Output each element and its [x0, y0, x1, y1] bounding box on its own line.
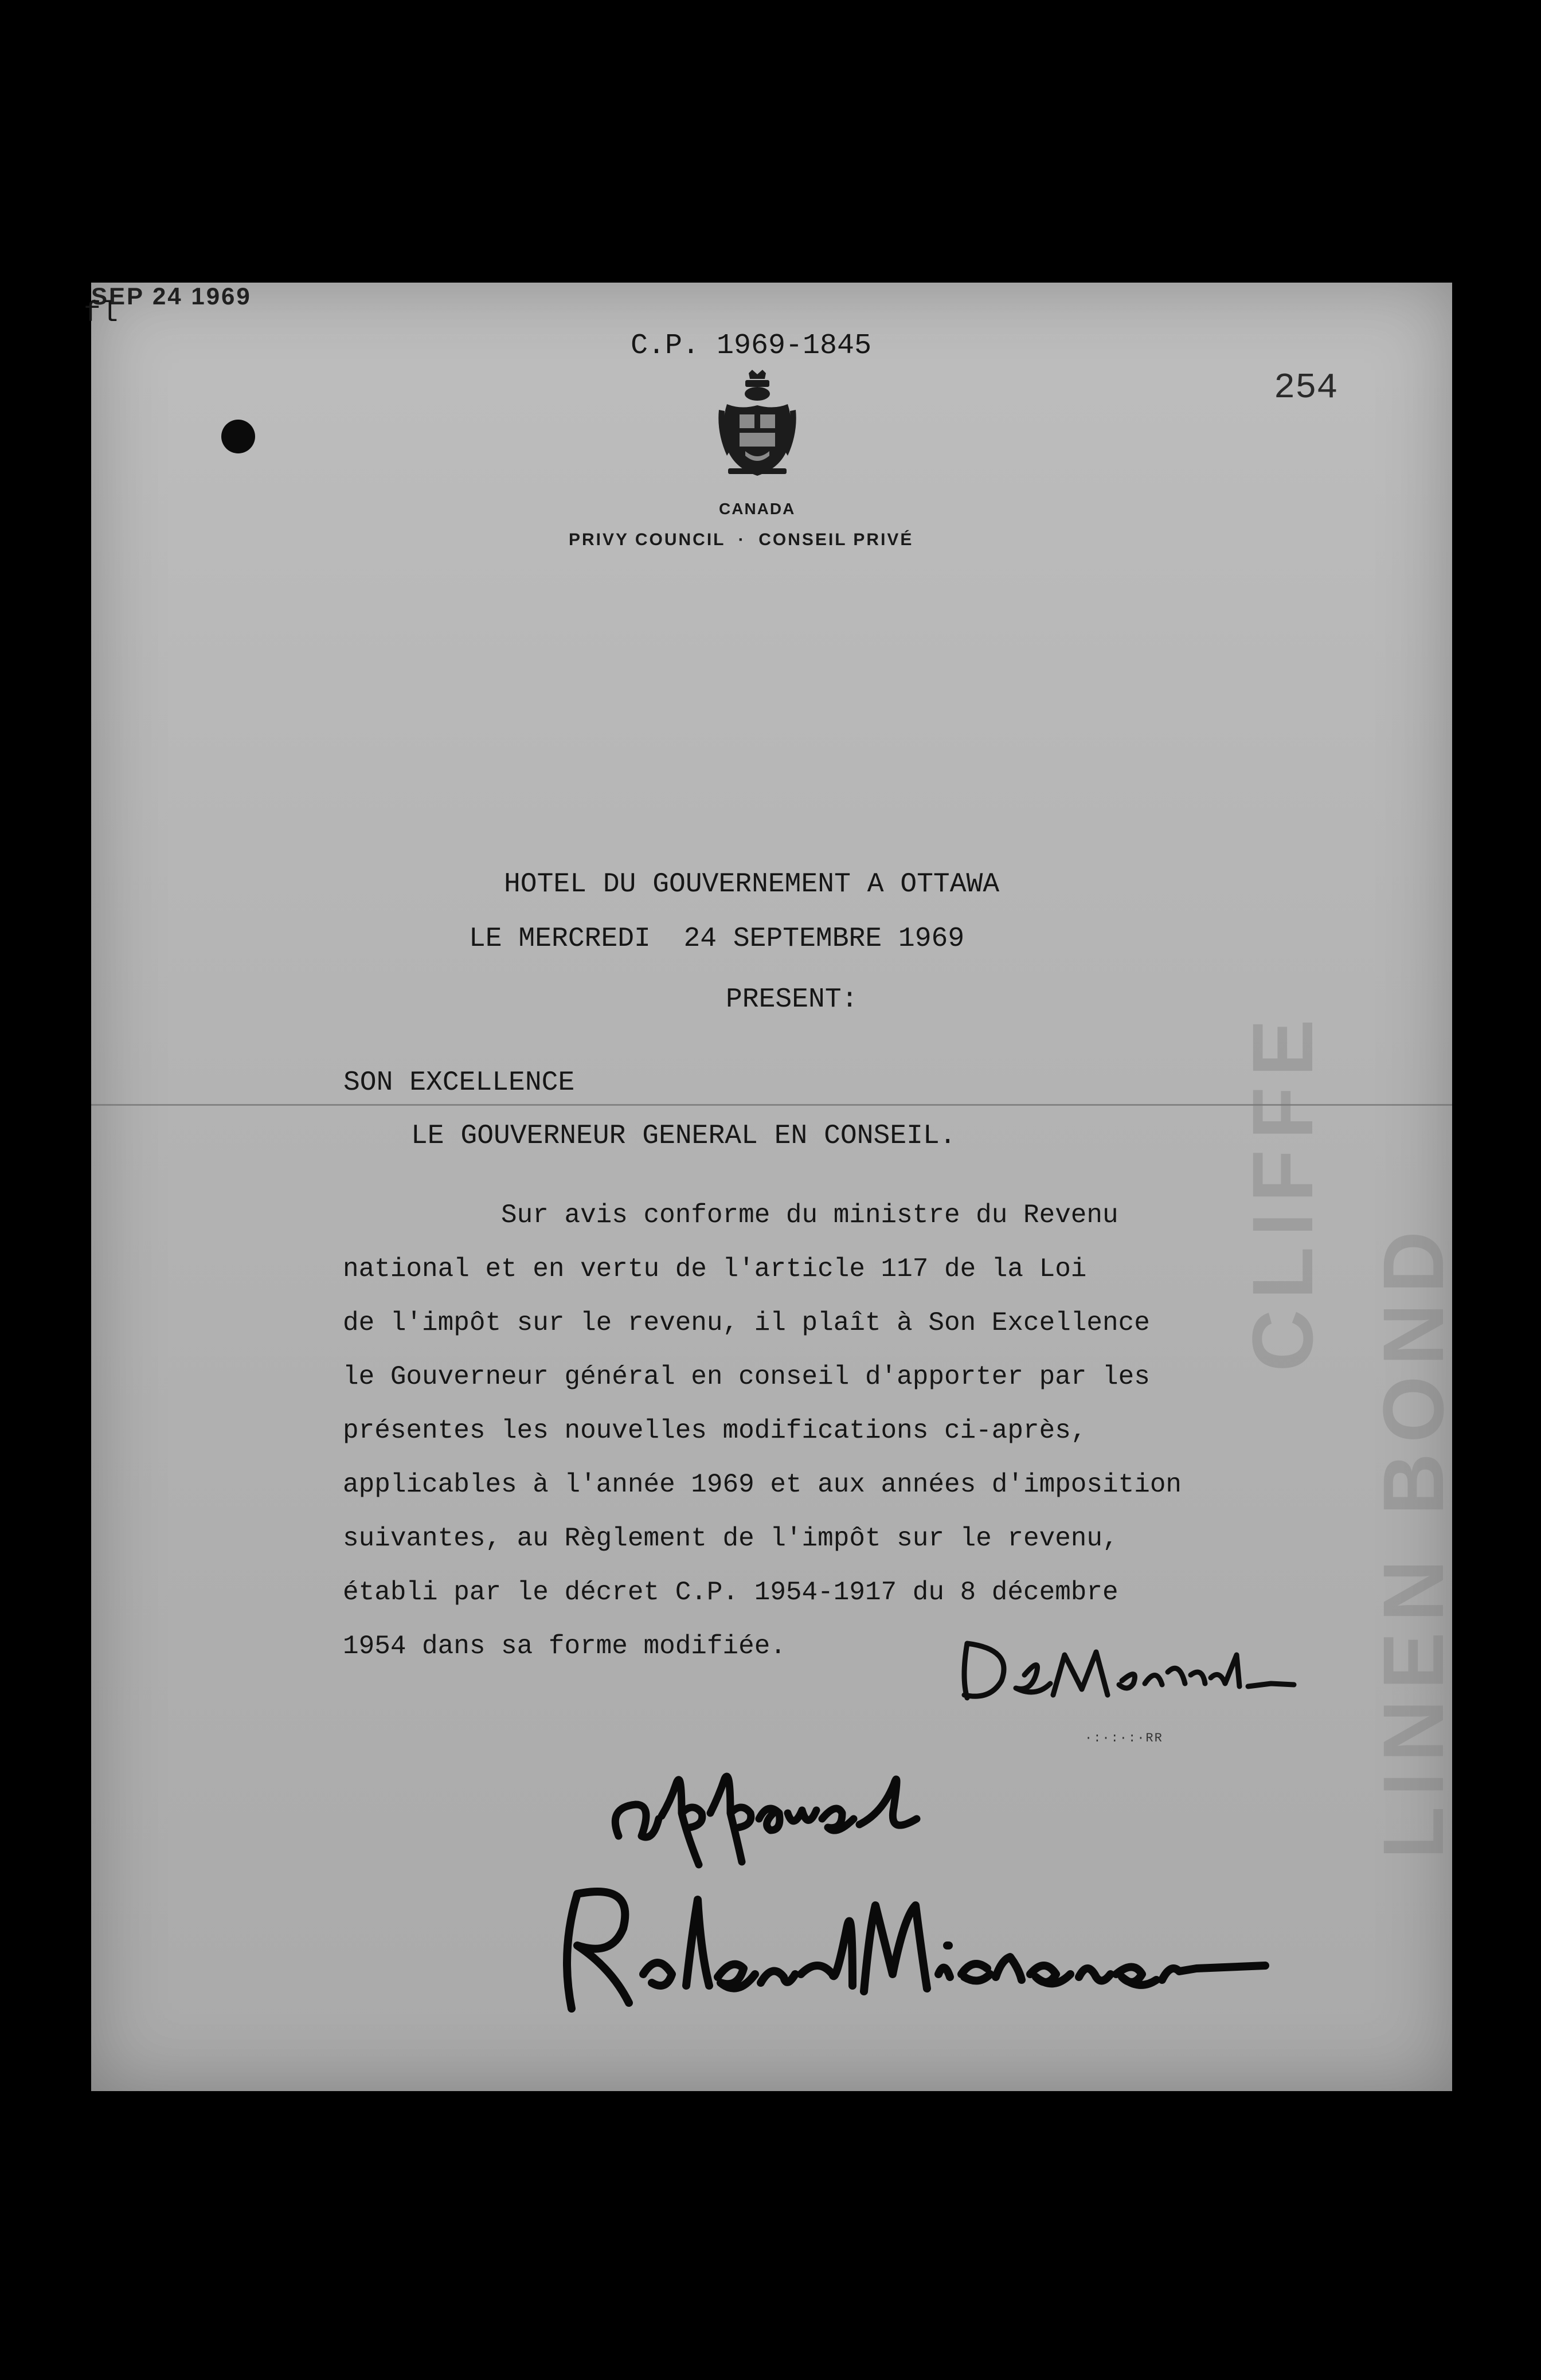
- heading-date: LE MERCREDI 24 SEPTEMBRE 1969: [469, 923, 965, 954]
- order-number: C.P. 1969-1845: [631, 330, 872, 362]
- body-line: le Gouverneur général en conseil d'apporter par les: [343, 1362, 1150, 1392]
- corner-mark: fl: [84, 298, 119, 330]
- address-excellency: SON EXCELLENCE: [343, 1067, 575, 1098]
- heading-place: HOTEL DU GOUVERNEMENT A OTTAWA: [504, 869, 1000, 900]
- receipt-stamp: ·:·:·:·RR: [1085, 1731, 1163, 1745]
- watermark-linen-bond: LINEN BOND: [1365, 1220, 1461, 1859]
- approved-signature: [596, 1750, 963, 1870]
- governor-general-signature: [543, 1860, 1277, 2031]
- document-page: [84, 283, 1461, 2091]
- body-line: applicables à l'année 1969 et aux années d'imposition: [343, 1470, 1182, 1500]
- page-number: 254: [1274, 367, 1338, 408]
- coat-of-arms-icon: [717, 370, 798, 477]
- body-line: suivantes, au Règlement de l'impôt sur le revenu,: [343, 1524, 1118, 1553]
- approval-date-stamp: SEP 24 1969: [91, 283, 252, 310]
- council-label: PRIVY COUNCIL · CONSEIL PRIVÉ: [569, 530, 914, 549]
- punch-hole: [221, 420, 255, 453]
- body-line: de l'impôt sur le revenu, il plaît à Son Excellence: [343, 1308, 1150, 1338]
- body-line: présentes les nouvelles modifications ci-après,: [343, 1416, 1087, 1446]
- country-label: CANADA: [719, 500, 796, 518]
- body-line: Sur avis conforme du ministre du Revenu: [343, 1200, 1118, 1230]
- address-governor: LE GOUVERNEUR GENERAL EN CONSEIL.: [411, 1121, 956, 1152]
- minister-signature: [950, 1620, 1317, 1709]
- body-line: 1954 dans sa forme modifiée.: [343, 1631, 786, 1661]
- watermark-cliffe: CLIFFE: [1234, 1009, 1331, 1372]
- body-line: établi par le décret C.P. 1954-1917 du 8 décembre: [343, 1577, 1118, 1607]
- heading-present: PRESENT:: [726, 984, 858, 1015]
- body-line: national et en vertu de l'article 117 de la Loi: [343, 1254, 1087, 1284]
